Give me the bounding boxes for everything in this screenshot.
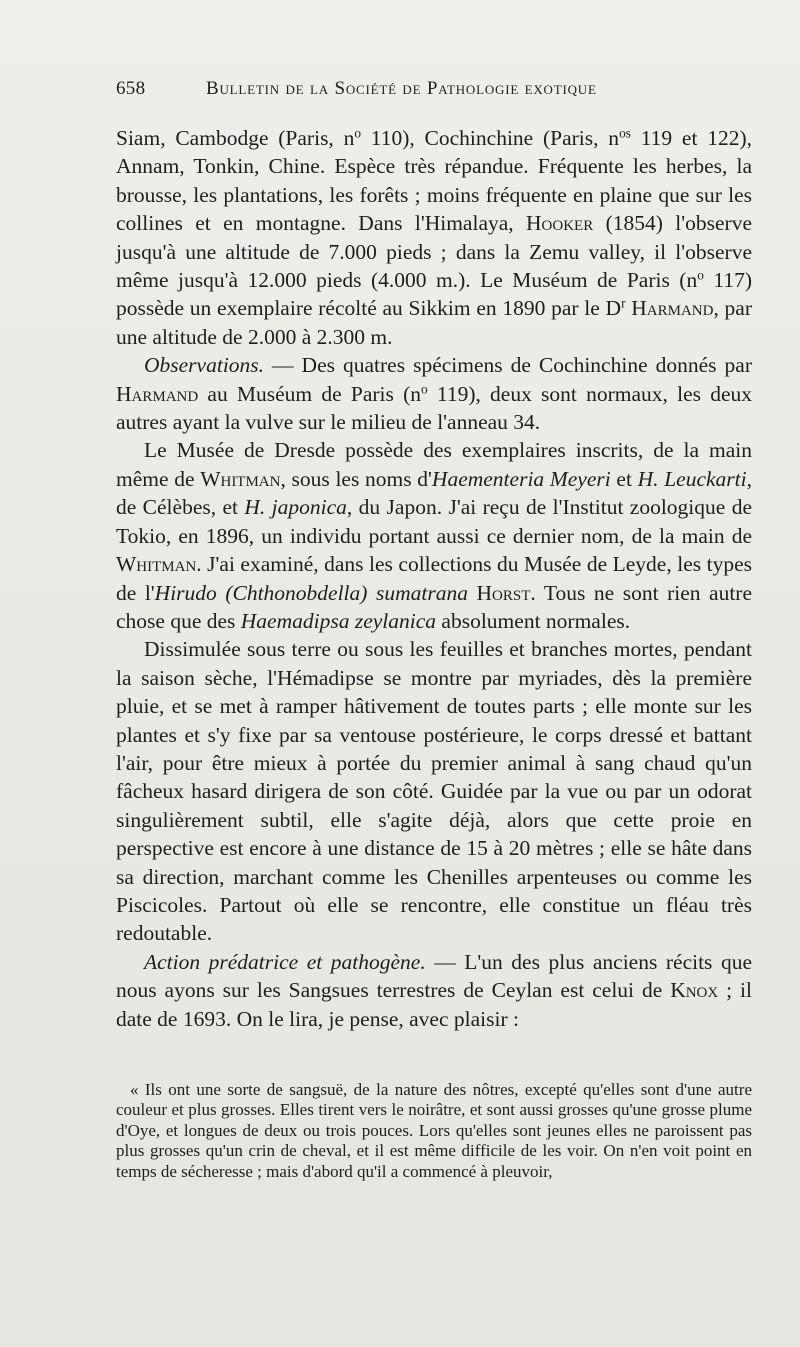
species-name: Haemadipsa zeylanica	[240, 608, 437, 633]
author-name: Harmand	[631, 296, 714, 321]
paragraph-distribution: Siam, Cambodge (Paris, $n^o$ 110), Cochinchine (Paris, $n^{os}$ 119 et 122), Annam, Tonkin, Chine. Espèce très répandue. Fréquente les herbes, la brousse, les plantations, les forêts ; moins fréquente en plaine que sur les collines et en montagne. Dans l'Himalaya, Hooker (1854) l'observe jusqu'à une altitude de 7.000 pieds ; dans la Zemu valley, il l'observe même jusqu'à 12.000 pieds (4.000 m.). Le Muséum de Paris ($n^o$ 117) possède un exemplaire récolté au Sikkim en 1890 par le $D^r$ Harmand, par une altitude de 2.000 à 2.300 m.	[116, 125, 753, 349]
quote-text: « Ils ont une sorte de sangsuë, de la nature des nôtres, excepté qu'elles sont d'une autre couleur et plus grosses. Elles tirent vers le noirâtre, et sont aussi grosses qu'une grosse plume d'Oye, et longues de deux ou trois pouces. Lors qu'elles sont jeunes elles ne paroissent pas plus grosses qu'un crin de cheval, et il est même difficile de les voir. On n'en voit point en temps de sécheresse ; mais d'abord qu'il a commencé à pleuvoir,	[116, 1080, 752, 1181]
author-name: Whitman	[116, 552, 197, 577]
page-number: 658	[116, 78, 146, 99]
page-header	[116, 78, 668, 108]
species-name: H. Leuckarti	[637, 466, 747, 491]
author-name: Knox	[670, 978, 719, 1003]
author-name: Whitman	[200, 466, 281, 491]
species-name: H. japonica	[244, 495, 347, 520]
paragraph-behaviour: Dissimulée sous terre ou sous les feuilles et branches mortes, pendant la saison sèche, l'Hémadipse se montre par myriades, dès la première pluie, et se met à ramper hâtivement de toutes parts ; elle monte sur les plantes et s'y fixe par sa ventouse postérieure, le corps dressé et battant l'air, pour être mieux à portée du premier animal à sang chaud qu'un fâcheux hasard dirigera de son côté. Guidée par la vue ou par un odorat singulièrement subtil, elle s'agite déjà, alors que cette proie en perspective est encore à une distance de 15 à 20 mètres ; elle se hâte dans sa direction, marchant comme les Chenilles arpenteuses ou comme les Piscicoles. Partout où elle se rencontre, elle constitue un fléau très redoutable.	[116, 637, 752, 946]
body-text	[116, 124, 752, 1033]
running-title: Bulletin de la Société de Pathologie exotique	[206, 78, 597, 99]
paragraph-action: Action prédatrice et pathogène. — L'un des plus anciens récits que nous ayons sur les Sangsues terrestres de Ceylan est celui de Knox ; il date de 1693. On le lira, je pense, avec plaisir :	[116, 949, 753, 1031]
author-name: Hooker	[526, 211, 594, 236]
author-name: Horst	[476, 580, 531, 605]
section-label: Observations.	[144, 353, 265, 378]
species-name: Hirudo (Chthonobdella) sumatrana	[154, 580, 468, 605]
species-name: Haementeria Meyeri	[431, 466, 611, 491]
section-label: Action prédatrice et pathogène.	[144, 949, 426, 974]
author-name: Harmand	[116, 381, 199, 406]
block-quote	[116, 1080, 752, 1182]
paragraph-observations: Observations. — Des quatres spécimens de Cochinchine donnés par Harmand au Muséum de Paris ($n^o$ 119), deux sont normaux, les deux autres ayant la vulve sur le milieu de l'anneau 34.	[116, 353, 752, 435]
paragraph-museums: Le Musée de Dresde possède des exemplaires inscrits, de la main même de Whitman, sous les noms d'Haementeria Meyeri et H. Leuckarti, de Célèbes, et H. japonica, du Japon. J'ai reçu de l'Institut zoologique de Tokio, en 1896, un individu portant aussi ce dernier nom, de la main de Whitman. J'ai examiné, dans les collections du Musée de Leyde, les types de l'Hirudo (Chthonobdella) sumatrana Horst. Tous ne sont rien autre chose que des Haemadipsa zeylanica absolument normales.	[116, 438, 753, 633]
